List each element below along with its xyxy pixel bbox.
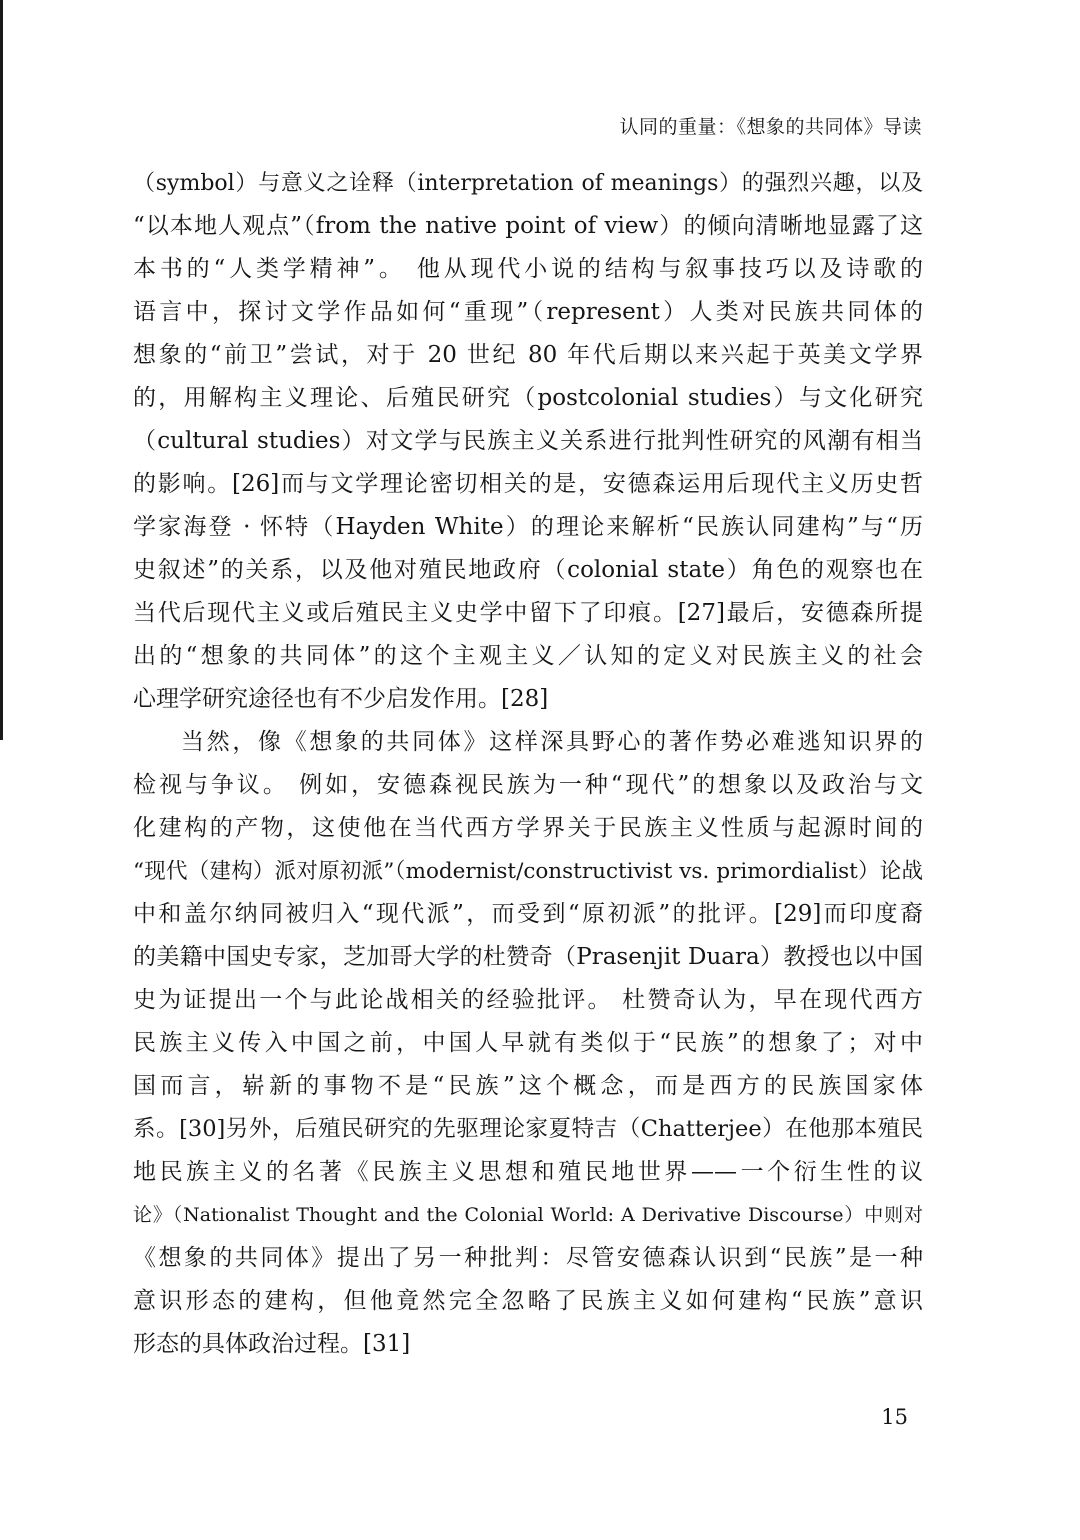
text-line: 本书的“人类学精神”。 他从现代小说的结构与叙事技巧以及诗歌的 — [133, 256, 923, 282]
text-line: 史为证提出一个与此论战相关的经验批评。 杜赞奇认为，早在现代西方 — [133, 987, 923, 1013]
text-line: 的影响。[26]而与文学理论密切相关的是，安德森运用后现代主义历史哲 — [133, 471, 923, 497]
text-line: “以本地人观点”（from the native point of view）的倾向清晰地显露了这 — [133, 213, 923, 239]
text-line: 地民族主义的名著《民族主义思想和殖民地世界——一个衍生性的议 — [133, 1159, 923, 1185]
text-line: 史叙述”的关系，以及他对殖民地政府（colonial state）角色的观察也在 — [133, 557, 923, 583]
text-line: 论》（Nationalist Thought and the Colonial World: A Derivative Discourse）中则对 — [133, 1204, 923, 1226]
text-line: 的，用解构主义理论、后殖民研究（postcolonial studies）与文化研究 — [133, 385, 923, 411]
text-line: 学家海登 · 怀特（Hayden White）的理论来解析“民族认同建构”与“历 — [133, 514, 923, 540]
text-line: 《想象的共同体》提出了另一种批判：尽管安德森认识到“民族”是一种 — [133, 1245, 923, 1271]
text-line: 想象的“前卫”尝试，对于 20 世纪 80 年代后期以来兴起于英美文学界 — [133, 342, 923, 368]
text-line: 中和盖尔纳同被归入“现代派”，而受到“原初派”的批评。[29]而印度裔 — [133, 901, 923, 927]
body-text — [133, 162, 923, 1366]
text-line: （symbol）与意义之诠释（interpretation of meanings）的强烈兴趣，以及 — [133, 171, 923, 196]
text-line: 系。[30]另外，后殖民研究的先驱理论家夏特吉（Chatterjee）在他那本殖民 — [133, 1116, 923, 1142]
text-line: 语言中，探讨文学作品如何“重现”（represent）人类对民族共同体的 — [133, 299, 924, 325]
paragraph — [133, 721, 923, 1366]
page-number: 15 — [881, 1405, 908, 1429]
text-line: 当代后现代主义或后殖民主义史学中留下了印痕。[27]最后，安德森所提 — [133, 600, 923, 626]
text-line: 当然，像《想象的共同体》这样深具野心的著作势必难逃知识界的 — [181, 729, 923, 755]
text-line: 形态的具体政治过程。[31] — [133, 1331, 411, 1357]
text-line: 化建构的产物，这使他在当代西方学界关于民族主义性质与起源时间的 — [133, 815, 923, 841]
text-line: 民族主义传入中国之前，中国人早就有类似于“民族”的想象了；对中 — [133, 1030, 923, 1056]
text-line: 出的“想象的共同体”的这个主观主义／认知的定义对民族主义的社会 — [133, 643, 923, 669]
text-line: （cultural studies）对文学与民族主义关系进行批判性研究的风潮有相当 — [133, 428, 923, 454]
paragraph — [133, 162, 923, 721]
running-head: 认同的重量：《想象的共同体》导读 — [619, 116, 922, 138]
text-line: 检视与争议。 例如，安德森视民族为一种“现代”的想象以及政治与文 — [133, 772, 923, 798]
text-line: “现代（建构）派对原初派”（modernist/constructivist vs. primordialist）论战 — [133, 859, 923, 884]
text-line: 心理学研究途径也有不少启发作用。[28] — [133, 686, 549, 712]
text-line: 意识形态的建构，但他竟然完全忽略了民族主义如何建构“民族”意识 — [133, 1288, 923, 1314]
text-line: 国而言，崭新的事物不是“民族”这个概念，而是西方的民族国家体 — [133, 1073, 923, 1099]
scan-margin-edge — [0, 0, 3, 740]
text-line: 的美籍中国史专家，芝加哥大学的杜赞奇（Prasenjit Duara）教授也以中国 — [133, 944, 923, 970]
